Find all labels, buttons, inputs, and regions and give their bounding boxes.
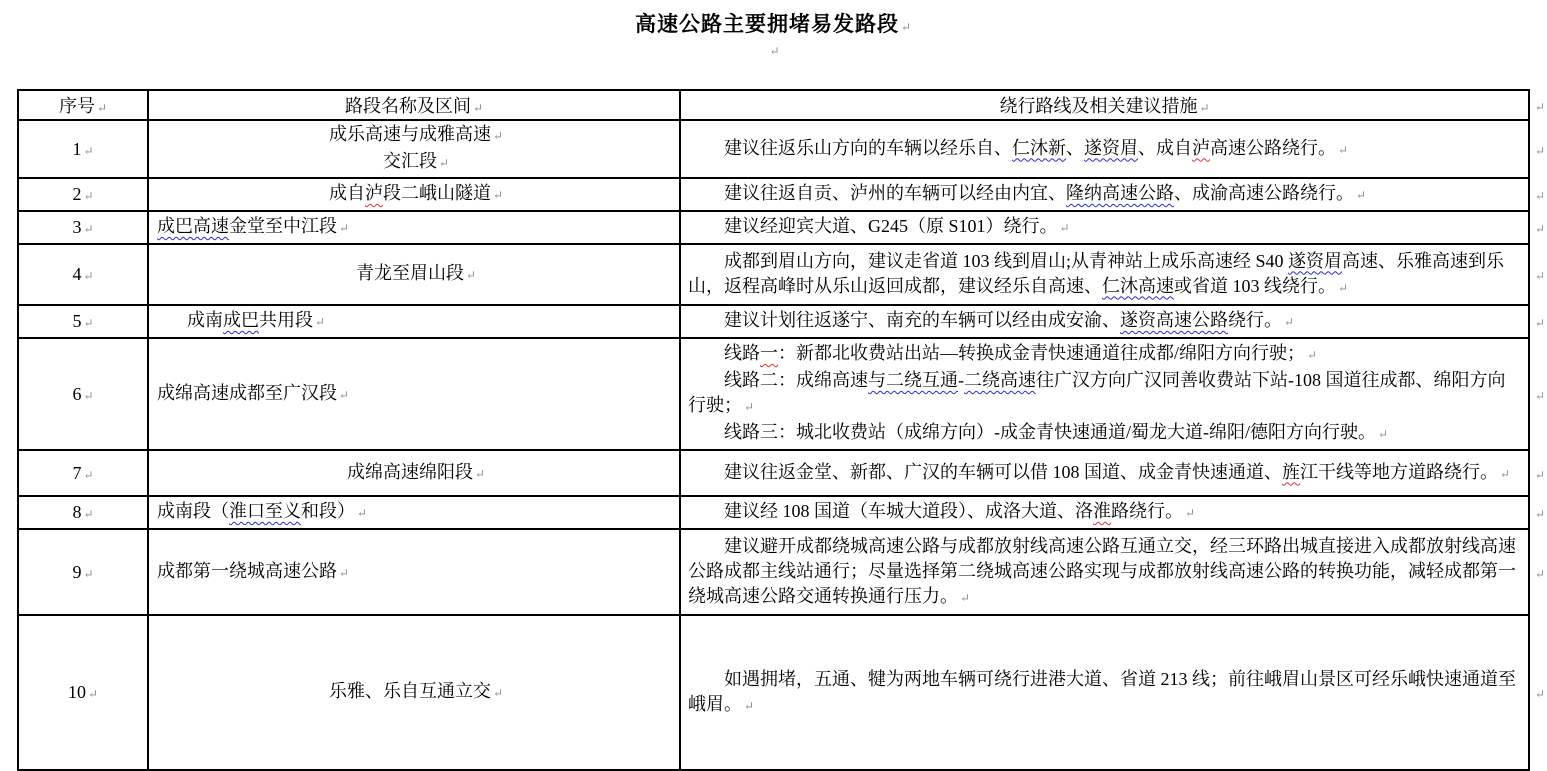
text-run: - xyxy=(958,370,964,390)
row-number: 4 xyxy=(72,264,82,284)
paragraph-mark-icon: ↵ xyxy=(357,506,368,520)
paragraph-mark-icon: ↵ xyxy=(339,221,350,235)
row-number: 1 xyxy=(72,138,82,159)
paragraph xyxy=(688,667,1521,719)
paragraph xyxy=(157,261,675,288)
row-end-mark xyxy=(1529,338,1547,450)
paragraph xyxy=(688,341,1521,368)
paragraph xyxy=(688,308,1521,335)
paragraph-mark-icon: ↵ xyxy=(960,590,971,605)
text-run: 青龙至眉山段 xyxy=(355,263,464,283)
text-run: 线路二：成绵高速 xyxy=(724,370,868,390)
paragraph-mark-icon: ↵ xyxy=(1500,466,1511,481)
section-name-cell xyxy=(148,615,680,770)
paragraph-mark-icon: ↵ xyxy=(900,20,913,34)
table-row xyxy=(18,450,1547,496)
row-number-cell xyxy=(18,211,148,244)
text-run: 建议避开成都绕城高速公路与成都放射线高速公路互通立交，经三环路出城直接进入成都放射线高速公路成都主线站通行；尽量选择第二绕城高速公路实现与成都放射线高速公路的转换功能，减轻成都第一绕城高速公路交通转换通行压力。 xyxy=(688,535,1516,606)
text-run: 线路 xyxy=(724,343,760,363)
spellcheck-blue-squiggle-text: 遂资眉 xyxy=(1288,250,1343,271)
paragraph xyxy=(688,460,1521,487)
advice-cell xyxy=(680,338,1529,450)
spellcheck-red-squiggle-text: 泸 xyxy=(1192,137,1210,158)
paragraph-mark-icon: ↵ xyxy=(744,400,755,414)
section-name-cell xyxy=(148,178,680,211)
table-row xyxy=(18,338,1547,450)
text-run: 建议往返自贡、泸州的车辆可以经由内宜、 xyxy=(724,183,1066,203)
table-row xyxy=(18,244,1547,305)
paragraph-mark-icon: ↵ xyxy=(465,268,477,282)
advice-cell xyxy=(680,450,1529,496)
row-number-cell xyxy=(18,178,148,211)
row-end-mark xyxy=(1529,211,1547,244)
paragraph-mark-icon: ↵ xyxy=(87,687,99,701)
row-number-cell xyxy=(18,529,148,615)
text-run: 、成自 xyxy=(1138,137,1192,158)
end-of-row-mark-icon: ↵ xyxy=(1535,316,1546,330)
paragraph xyxy=(157,214,675,241)
section-name-cell xyxy=(148,305,680,338)
row-number: 10 xyxy=(67,682,86,702)
text-run: 成都到眉山方向，建议走省道 103 线到眉山;从青神站上成乐高速经 S40 xyxy=(724,250,1289,271)
row-number: 6 xyxy=(72,383,82,404)
paragraph-mark-icon: ↵ xyxy=(339,565,350,580)
paragraph-mark-icon: ↵ xyxy=(83,222,94,236)
end-of-row-mark-icon: ↵ xyxy=(1535,467,1546,482)
row-number-cell xyxy=(18,496,148,529)
paragraph-mark-icon: ↵ xyxy=(83,566,94,581)
paragraph-mark-icon: ↵ xyxy=(1059,221,1070,235)
section-name-cell xyxy=(148,496,680,529)
end-of-row-mark-icon: ↵ xyxy=(1535,269,1546,283)
row-number: 9 xyxy=(72,561,82,582)
paragraph-mark-icon: ↵ xyxy=(1199,101,1210,115)
advice-cell xyxy=(680,496,1529,529)
text-run: 建议计划往返遂宁、南充的车辆可以经由成安渝、 xyxy=(724,310,1120,330)
paragraph xyxy=(688,420,1521,447)
text-run: 如遇拥堵，五通、犍为两地车辆可绕行进港大道、省道 213 线；前往峨眉山景区可经乐峨快速通道至峨眉。 xyxy=(688,668,1516,714)
row-number: 7 xyxy=(72,462,82,483)
end-of-row-mark-icon: ↵ xyxy=(1535,687,1546,701)
paragraph-mark-icon: ↵ xyxy=(83,388,94,403)
end-of-row-mark-icon: ↵ xyxy=(1535,99,1546,114)
paragraph xyxy=(688,181,1521,208)
section-name-cell xyxy=(148,338,680,450)
spellcheck-blue-squiggle-text: 成巴 xyxy=(223,310,259,330)
end-of-row-mark-icon: ↵ xyxy=(1535,507,1546,521)
row-end-mark xyxy=(1529,244,1547,305)
row-end-mark xyxy=(1529,496,1547,529)
row-number-cell xyxy=(18,120,148,178)
paragraph-mark-icon: ↵ xyxy=(1338,280,1349,295)
paragraph-mark-icon: ↵ xyxy=(438,156,450,170)
text-run: 线路三：城北收费站（成绵方向）-成金青快速通道/蜀龙大道-绵阳/德阳方向行驶。 xyxy=(724,422,1376,442)
advice-cell xyxy=(680,120,1529,178)
paragraph-mark-icon: ↵ xyxy=(96,101,108,115)
row-end-mark xyxy=(1529,90,1547,120)
advice-cell xyxy=(680,529,1529,615)
text-run: 成都第一绕城高速公路 xyxy=(157,560,337,581)
row-number: 2 xyxy=(72,184,82,204)
paragraph-mark-icon: ↵ xyxy=(769,44,780,58)
paragraph-mark-icon: ↵ xyxy=(472,101,484,115)
table-row xyxy=(18,305,1547,338)
text-run: 绕行。 xyxy=(1228,310,1282,330)
column-header-advice xyxy=(680,90,1529,120)
paragraph-mark-icon: ↵ xyxy=(83,467,94,482)
advice-cell xyxy=(680,244,1529,305)
text-run: 、成渝高速公路绕行。 xyxy=(1174,183,1354,203)
spellcheck-red-squiggle-text: 旌 xyxy=(1282,461,1300,482)
paragraph-mark-icon: ↵ xyxy=(744,698,755,713)
row-number-cell xyxy=(18,305,148,338)
end-of-row-mark-icon: ↵ xyxy=(1535,143,1546,158)
advice-cell xyxy=(680,211,1529,244)
paragraph xyxy=(157,181,675,208)
row-end-mark xyxy=(1529,529,1547,615)
section-name-cell xyxy=(148,120,680,178)
section-name-cell xyxy=(148,244,680,305)
spellcheck-blue-squiggle-text: 隆纳高速公路 xyxy=(1066,183,1174,203)
paragraph-mark-icon: ↵ xyxy=(83,316,94,330)
paragraph xyxy=(157,460,675,487)
end-of-row-mark-icon: ↵ xyxy=(1535,566,1546,581)
column-header-index xyxy=(18,90,148,120)
paragraph-mark-icon: ↵ xyxy=(1185,506,1196,520)
paragraph xyxy=(157,679,675,706)
header-text: 绕行路线及相关建议措施 xyxy=(999,96,1198,116)
spellcheck-blue-squiggle-text: 遂资高速公路 xyxy=(1120,310,1228,330)
spellcheck-red-squiggle-text: 一 xyxy=(760,343,778,363)
spellcheck-blue-squiggle-text: 成巴高速 xyxy=(157,216,229,236)
text-run: 建议经 108 国道（车城大道段）、成洛大道、洛 xyxy=(724,501,1093,521)
paragraph-mark-icon: ↵ xyxy=(83,507,94,521)
advice-cell xyxy=(680,615,1529,770)
table-row xyxy=(18,211,1547,244)
advice-cell xyxy=(680,178,1529,211)
section-name-cell xyxy=(148,211,680,244)
paragraph xyxy=(688,534,1521,611)
text-run: 路绕行。 xyxy=(1111,501,1183,521)
row-number: 3 xyxy=(72,217,82,237)
row-number: 8 xyxy=(72,502,82,522)
paragraph xyxy=(157,381,675,408)
spellcheck-blue-squiggle-text: 淮口至义 xyxy=(229,501,301,521)
text-run: 乐雅、乐自互通立交 xyxy=(328,681,491,701)
text-run: 、 xyxy=(1066,137,1084,158)
paragraph xyxy=(157,499,675,526)
congestion-sections-table xyxy=(17,89,1547,771)
paragraph-mark-icon: ↵ xyxy=(83,189,94,203)
text-run: 或省道 103 线绕行。 xyxy=(1174,275,1336,296)
paragraph-mark-icon: ↵ xyxy=(474,466,486,481)
end-of-row-mark-icon: ↵ xyxy=(1535,388,1546,403)
row-end-mark xyxy=(1529,120,1547,178)
paragraph xyxy=(157,122,675,149)
text-run: 成自 xyxy=(328,183,365,203)
paragraph xyxy=(157,149,675,176)
paragraph xyxy=(688,499,1521,526)
paragraph-mark-icon: ↵ xyxy=(339,387,350,402)
document-title-text: 高速公路主要拥堵易发路段 xyxy=(634,12,899,36)
spellcheck-blue-squiggle-text: 遂资眉 xyxy=(1084,137,1138,158)
table-row xyxy=(18,529,1547,615)
row-end-mark xyxy=(1529,178,1547,211)
table-row xyxy=(18,615,1547,770)
table-row xyxy=(18,120,1547,178)
end-of-row-mark-icon: ↵ xyxy=(1535,189,1546,203)
text-run: 成绵高速绵阳段 xyxy=(346,461,473,482)
paragraph xyxy=(688,136,1521,163)
section-name-cell xyxy=(148,529,680,615)
table-row xyxy=(18,496,1547,529)
text-run: 往广汉方向广汉同善收费站下站-108 国道往成都、绵阳方向行驶； xyxy=(688,370,1506,415)
text-run: 建议往返乐山方向的车辆以经乐自、 xyxy=(724,137,1012,158)
text-run: ：新都北收费站出站—转换成金青快速通道往成都/绵阳方向行驶； xyxy=(778,343,1305,363)
paragraph xyxy=(187,308,675,335)
paragraph-mark-icon: ↵ xyxy=(1356,188,1367,202)
spellcheck-blue-squiggle-text: 仁沐高速 xyxy=(1102,275,1174,296)
text-run: 成乐高速与成雅高速 xyxy=(328,124,491,144)
text-run: 段二峨山隧道 xyxy=(382,183,491,203)
row-number: 5 xyxy=(72,311,82,331)
document-title xyxy=(0,0,1547,38)
row-end-mark xyxy=(1529,305,1547,338)
paragraph-mark-icon: ↵ xyxy=(1284,315,1295,329)
end-of-row-mark-icon: ↵ xyxy=(1535,222,1546,236)
text-run: 共用段 xyxy=(259,310,313,330)
column-header-section xyxy=(148,90,680,120)
spellcheck-red-squiggle-text: 淮 xyxy=(1093,501,1111,521)
paragraph-mark-icon: ↵ xyxy=(492,188,504,202)
header-text: 路段名称及区间 xyxy=(344,96,471,116)
paragraph-mark-icon: ↵ xyxy=(492,129,504,143)
table-row xyxy=(18,178,1547,211)
text-run: 高速公路绕行。 xyxy=(1210,137,1336,158)
paragraph-mark-icon: ↵ xyxy=(83,143,94,158)
paragraph xyxy=(688,368,1521,420)
text-run: 成南段（ xyxy=(157,501,229,521)
text-run: 江干线等地方道路绕行。 xyxy=(1300,461,1498,482)
row-number-cell xyxy=(18,244,148,305)
section-name-cell xyxy=(148,450,680,496)
row-number-cell xyxy=(18,450,148,496)
spellcheck-blue-squiggle-text: 与二绕互通 xyxy=(868,370,958,390)
advice-cell xyxy=(680,305,1529,338)
text-run: 金堂至中江段 xyxy=(229,216,337,236)
paragraph xyxy=(688,249,1521,301)
paragraph-mark-icon: ↵ xyxy=(315,315,326,329)
paragraph-mark-icon: ↵ xyxy=(1378,427,1389,441)
row-end-mark xyxy=(1529,615,1547,770)
table-header-row xyxy=(18,90,1547,120)
paragraph xyxy=(688,214,1521,241)
row-number-cell xyxy=(18,615,148,770)
paragraph xyxy=(157,559,675,586)
text-run: 高速、乐雅高速到乐山，返程高峰时从乐山返回成都，建议经乐自高速、 xyxy=(688,250,1505,296)
row-end-mark xyxy=(1529,450,1547,496)
text-run: 交汇段 xyxy=(382,151,437,171)
row-number-cell xyxy=(18,338,148,450)
paragraph-mark-icon: ↵ xyxy=(1307,348,1318,362)
paragraph-mark-icon: ↵ xyxy=(1338,142,1349,157)
header-text: 序号 xyxy=(58,96,95,116)
text-run: 成南 xyxy=(187,310,223,330)
spellcheck-red-squiggle-text: 泸 xyxy=(364,183,383,203)
text-run: 和段） xyxy=(301,501,355,521)
paragraph-mark-icon: ↵ xyxy=(492,686,504,700)
spellcheck-blue-squiggle-text: 二绕高速 xyxy=(964,370,1036,390)
text-run: 建议往返金堂、新都、广汉的车辆可以借 108 国道、成金青快速通道、 xyxy=(724,461,1282,482)
text-run: 建议经迎宾大道、G245（原 S101）绕行。 xyxy=(724,216,1058,236)
paragraph-mark-icon: ↵ xyxy=(83,269,94,283)
spellcheck-blue-squiggle-text: 仁沐新 xyxy=(1012,137,1066,158)
text-run: 成绵高速成都至广汉段 xyxy=(157,382,337,403)
empty-paragraph xyxy=(0,38,1547,64)
